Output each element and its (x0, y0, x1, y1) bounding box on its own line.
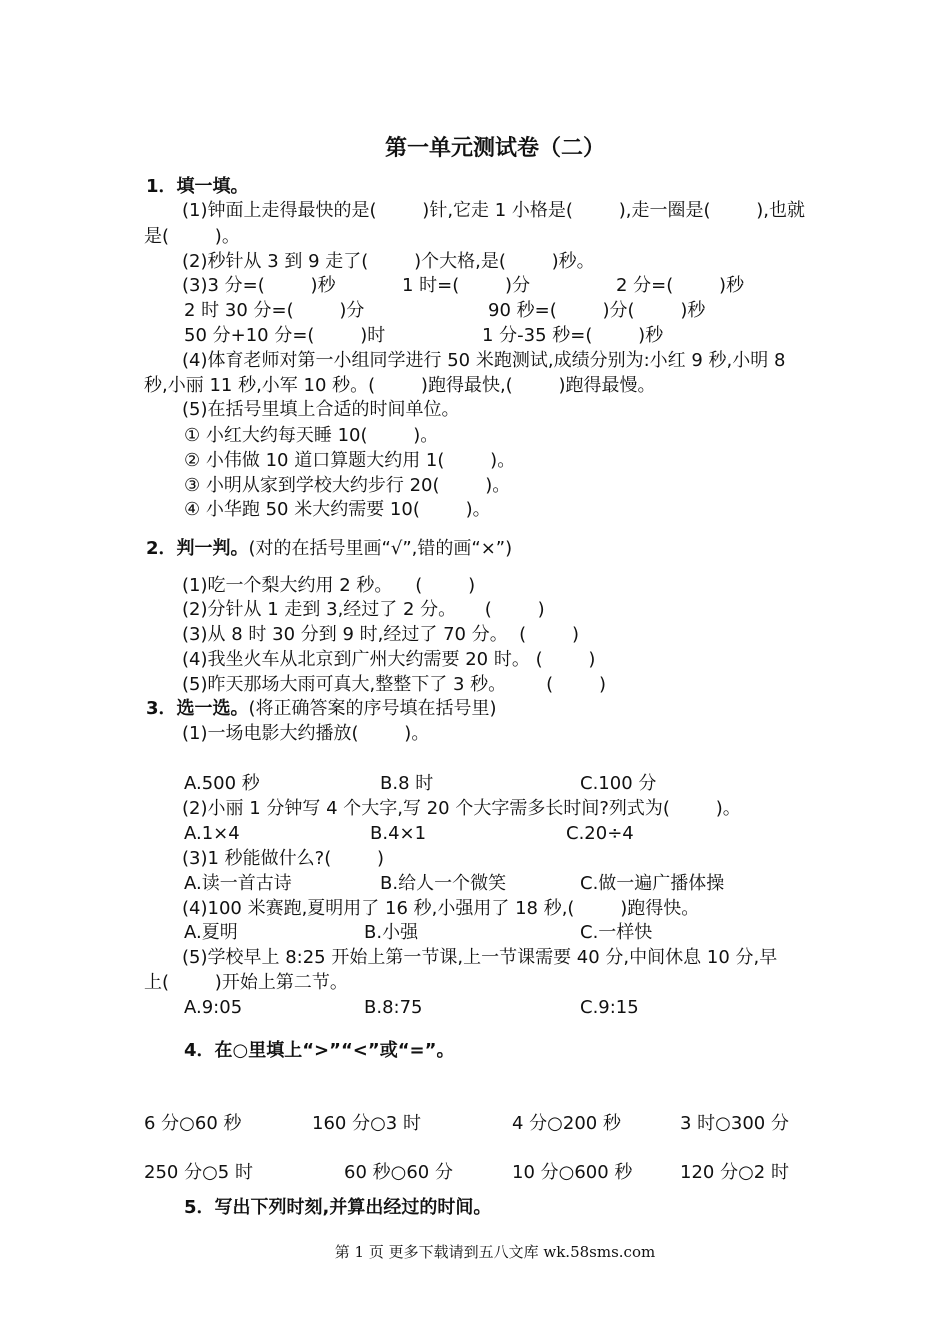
question-1-5-item: ④ 小华跑 50 米大约需要 10( )。 (184, 499, 491, 520)
choice-option: B.给人一个微笑 (380, 873, 507, 894)
compare-item: 250 分○5 时 (144, 1162, 253, 1183)
choice-option: B.小强 (364, 922, 419, 943)
compare-item: 120 分○2 时 (680, 1162, 789, 1183)
judge-item: (4)我坐火车从北京到广州大约需要 20 时。 ( ) (182, 649, 596, 670)
choice-question-1: (1)一场电影大约播放( )。 (182, 723, 430, 744)
section-2-heading: 2．判一判。 (146, 538, 249, 559)
choice-option: A.500 秒 (184, 773, 260, 794)
question-1-1-line-1: (1)钟面上走得最快的是( )针,它走 1 小格是( ),走一圈是( ),也就 (182, 200, 806, 221)
choice-question-3: (3)1 秒能做什么?( ) (182, 848, 385, 869)
choice-option: C.100 分 (580, 773, 657, 794)
compare-item: 60 秒○60 分 (344, 1162, 453, 1183)
question-1-3-item: 1 分-35 秒=( )秒 (482, 325, 664, 346)
choice-option: C.做一遍广播体操 (580, 873, 725, 894)
section-1-heading: 1．填一填。 (146, 176, 249, 197)
judge-item: (5)昨天那场大雨可真大,整整下了 3 秒。 ( ) (182, 674, 606, 695)
judge-item: (3)从 8 时 30 分到 9 时,经过了 70 分。 ( ) (182, 624, 579, 645)
choice-option: A.9:05 (184, 997, 243, 1018)
question-1-3-item: 1 时=( )分 (402, 275, 531, 296)
choice-option: C.一样快 (580, 922, 653, 943)
choice-option: C.20÷4 (566, 823, 634, 844)
choice-option: A.夏明 (184, 922, 238, 943)
question-1-3-item: 90 秒=( )分( )秒 (488, 300, 706, 321)
choice-question-5-line-2: 上( )开始上第二节。 (144, 972, 348, 993)
compare-item: 4 分○200 秒 (512, 1113, 621, 1134)
question-1-4-line-2: 秒,小丽 11 秒,小军 10 秒。( )跑得最快,( )跑得最慢。 (144, 375, 656, 396)
question-1-5-item: ① 小红大约每天睡 10( )。 (184, 425, 439, 446)
question-1-5-item: ② 小伟做 10 道口算题大约用 1( )。 (184, 450, 516, 471)
choice-option: A.读一首古诗 (184, 873, 292, 894)
question-1-2: (2)秒针从 3 到 9 走了( )个大格,是( )秒。 (182, 251, 595, 272)
choice-option: B.4×1 (370, 823, 427, 844)
choice-question-2: (2)小丽 1 分钟写 4 个大字,写 20 个大字需多长时间?列式为( )。 (182, 798, 741, 819)
question-1-3-item: (3)3 分=( )秒 (182, 275, 336, 296)
question-1-4-line-1: (4)体育老师对第一小组同学进行 50 米跑测试,成绩分别为:小红 9 秒,小明 8 (182, 350, 786, 371)
section-2-heading-line (146, 538, 512, 560)
question-1-3-item: 2 分=( )秒 (616, 275, 745, 296)
section-4-heading: 4．在○里填上“>”“<”或“=”。 (184, 1040, 455, 1061)
section-5-heading: 5．写出下列时刻,并算出经过的时间。 (184, 1197, 492, 1218)
section-3-heading: 3．选一选。 (146, 698, 249, 719)
section-3-heading-line (146, 698, 497, 720)
page-footer: 第 1 页 更多下载请到五八文库 wk.58sms.com (334, 1243, 656, 1261)
question-1-5-item: ③ 小明从家到学校大约步行 20( )。 (184, 475, 511, 496)
question-1-1-line-2: 是( )。 (144, 226, 240, 247)
section-2-note: (对的在括号里画“√”,错的画“×”) (248, 538, 513, 559)
question-1-5: (5)在括号里填上合适的时间单位。 (182, 399, 460, 420)
choice-option: C.9:15 (580, 997, 639, 1018)
judge-item: (2)分针从 1 走到 3,经过了 2 分。 ( ) (182, 599, 545, 620)
judge-item: (1)吃一个梨大约用 2 秒。 ( ) (182, 575, 476, 596)
compare-item: 160 分○3 时 (312, 1113, 421, 1134)
choice-option: B.8 时 (380, 773, 434, 794)
choice-option: A.1×4 (184, 823, 240, 844)
compare-item: 6 分○60 秒 (144, 1113, 242, 1134)
compare-item: 3 时○300 分 (680, 1113, 789, 1134)
question-1-3-item: 2 时 30 分=( )分 (184, 300, 365, 321)
choice-question-4: (4)100 米赛跑,夏明用了 16 秒,小强用了 18 秒,( )跑得快。 (182, 898, 700, 919)
compare-item: 10 分○600 秒 (512, 1162, 633, 1183)
question-1-3-item: 50 分+10 分=( )时 (184, 325, 386, 346)
choice-option: B.8:75 (364, 997, 423, 1018)
choice-question-5-line-1: (5)学校早上 8:25 开始上第一节课,上一节课需要 40 分,中间休息 10 分,早 (182, 947, 778, 968)
page-title: 第一单元测试卷（二） (384, 135, 605, 161)
section-3-note: (将正确答案的序号填在括号里) (248, 698, 497, 719)
